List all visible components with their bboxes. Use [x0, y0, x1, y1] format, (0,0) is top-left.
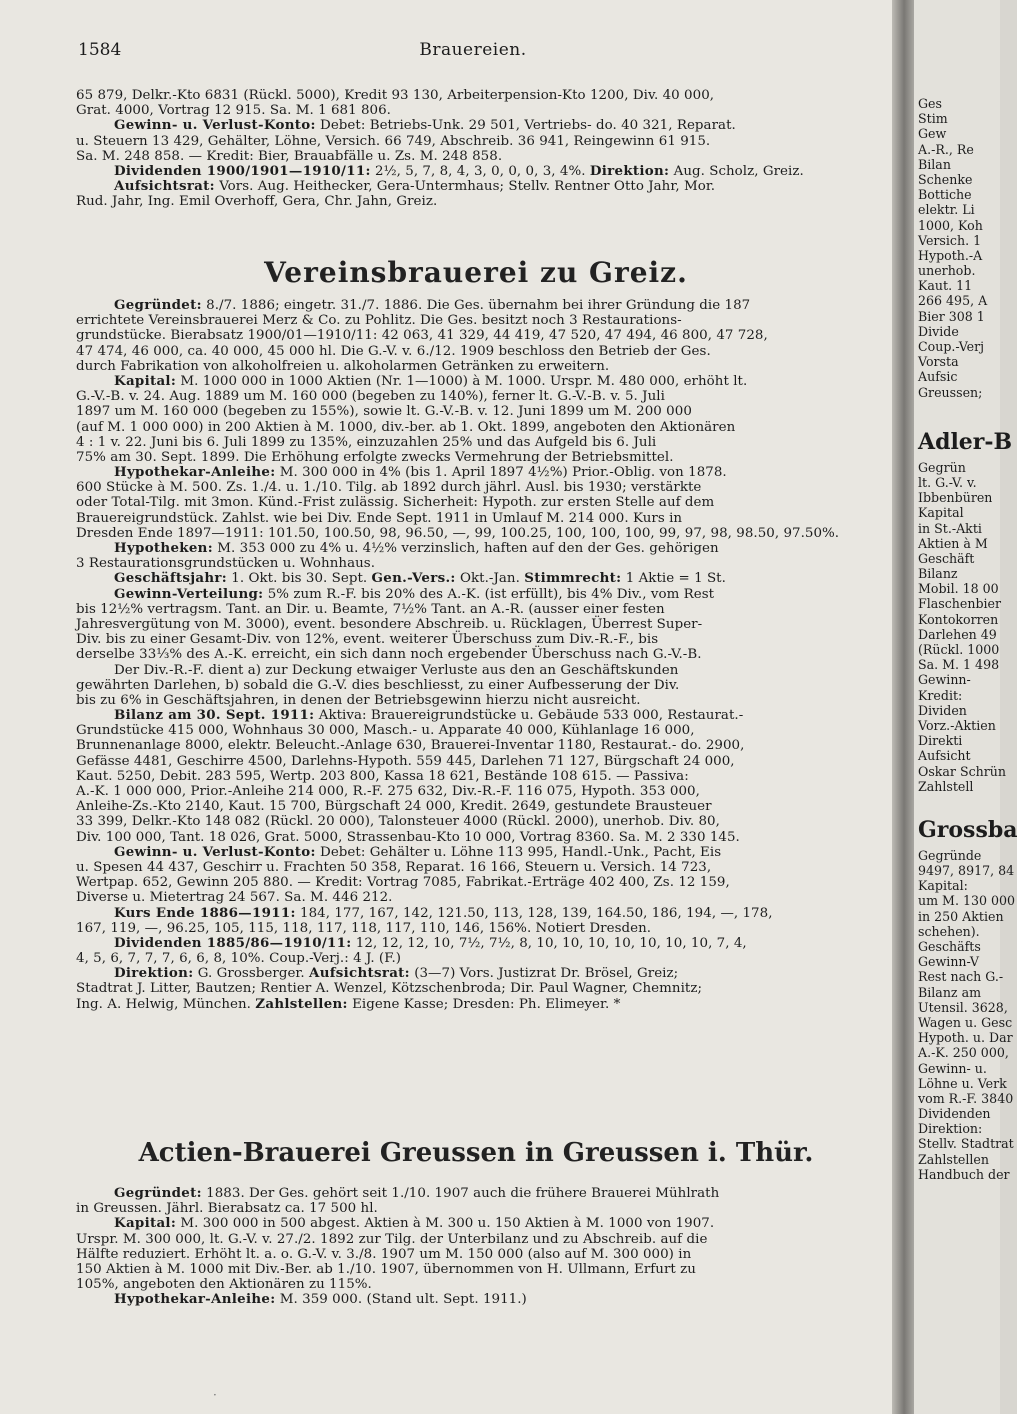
text-line: 33 399, Delkr.-Kto 148 082 (Rückl. 20 000), Talonsteuer 4000 (Rückl. 2000), unerhob. Div. 80, [76, 814, 720, 830]
facing-text-line: unerhob. [918, 263, 976, 279]
facing-text-line: vom R.-F. 3840 [918, 1090, 1014, 1106]
text-line: bis zu 6% in Geschäftsjahren, in denen der Betriebsgewinn hierzu nicht ausreicht. [76, 692, 641, 708]
facing-text-line: Löhne u. Verk [918, 1075, 1007, 1091]
text-line: 105%, angeboten den Aktionären zu 115%. [76, 1277, 372, 1293]
book-gutter [892, 0, 914, 1414]
text-line: Gewinn- u. Verlust-Konto: Debet: Betriebs-Unk. 29 501, Vertriebs- do. 40 321, Reparat. [114, 117, 736, 134]
facing-text-line: Vorsta [918, 354, 959, 370]
text-line: oder Total-Tilg. mit 3mon. Künd.-Frist zulässig. Sicherheit: Hypoth. zur ersten Stelle auf dem [76, 495, 715, 511]
spacer [918, 794, 1008, 812]
facing-text-line: Darlehen 49 [918, 626, 997, 642]
text-line: Hypothekar-Anleihe: M. 359 000. (Stand ult. Sept. 1911.) [114, 1291, 527, 1308]
text-line: Gegründet: 1883. Der Ges. gehört seit 1./10. 1907 auch die frühere Brauerei Mühlrath [114, 1185, 720, 1201]
facing-text-line: Dividenden [918, 1106, 991, 1122]
text-line: Geschäftsjahr: 1. Okt. bis 30. Sept. Gen.-Vers.: Okt.-Jan. Stimmrecht: 1 Aktie = 1 St. [114, 570, 726, 587]
text-line: u. Spesen 44 437, Geschirr u. Frachten 50 358, Reparat. 16 166, Steuern u. Versich. 14 723, [76, 859, 712, 875]
facing-text-line: Kredit: [918, 687, 963, 703]
text-line: Kapital: M. 300 000 in 500 abgest. Aktien à M. 300 u. 150 Aktien à M. 1000 von 1907. [114, 1215, 715, 1232]
facing-text-line: Versich. 1 [918, 232, 982, 248]
text-line: Stadtrat J. Litter, Bautzen; Rentier A. Wenzel, Kötzschenbroda; Dir. Paul Wagner, Chemnitz; [76, 981, 703, 997]
text-line: Hälfte reduziert. Erhöht lt. a. o. G.-V. v. 3./8. 1907 um M. 150 000 (also auf M. 300 000) in [76, 1246, 692, 1262]
text-line: Urspr. M. 300 000, lt. G.-V. v. 27./2. 1892 zur Tilg. der Unterbilanz und zu Abschreib. auf die [76, 1231, 708, 1247]
text-line: Div. bis zu einer Gesamt-Div. von 12%, event. weiterer Überschuss zum Div.-R.-F., bis [76, 632, 659, 648]
facing-text-line: Geschäft [918, 550, 975, 566]
text-line: Bilanz am 30. Sept. 1911: Aktiva: Brauereigrundstücke u. Gebäude 533 000, Restaurat.- [114, 707, 744, 724]
facing-text-line: in St.-Akti [918, 520, 982, 536]
text-line: 167, 119, —, 96.25, 105, 115, 118, 117, 118, 117, 110, 146, 156%. Notiert Dresden. [76, 920, 652, 936]
text-line: u. Steuern 13 429, Gehälter, Löhne, Versich. 66 749, Abschreib. 36 941, Reingewinn 61 915. [76, 133, 711, 149]
facing-text-line: 1000, Koh [918, 217, 983, 233]
facing-text-line: Hypoth.-A [918, 247, 983, 263]
text-line: Hypothekar-Anleihe: M. 300 000 in 4% (bis 1. April 1897 4½%) Prior.-Oblig. von 1878. [114, 464, 727, 481]
text-line: 47 474, 46 000, ca. 40 000, 45 000 hl. Die G.-V. v. 6./12. 1909 beschloss den Betrieb der Ges. [76, 343, 711, 359]
text-line: A.-K. 1 000 000, Prior.-Anleihe 214 000, R.-F. 275 632, Div.-R.-F. 116 075, Hypoth. 353 000, [76, 784, 700, 799]
text-line: Gefässe 4481, Geschirre 4500, Darlehns-Hypoth. 559 445, Darlehen 71 127, Bürgschaft 24 000, [76, 753, 735, 769]
facing-text-line: Stellv. Stadtrat [918, 1136, 1014, 1152]
text-line: Brauereigrundstück. Zahlst. wie bei Div. Ende Sept. 1911 in Umlauf M. 214 000. Kurs in [76, 510, 683, 526]
running-title: Brauereien. [419, 40, 527, 60]
facing-text-line: Aufsic [918, 369, 958, 385]
facing-text-line: in 250 Aktien [918, 908, 1004, 924]
facing-text-line: Direktion: [918, 1121, 983, 1137]
top-entry-block [76, 88, 876, 210]
text-line: Hypotheken: M. 353 000 zu 4% u. 4½% verzinslich, haften auf den der Ges. gehörigen [114, 540, 719, 556]
text-line: Rud. Jahr, Ing. Emil Overhoff, Gera, Chr. Jahn, Greiz. [76, 194, 438, 210]
facing-text-line: Dividen [918, 702, 967, 718]
text-line: Gewinn-Verteilung: 5% zum R.-F. bis 20% des A.-K. (ist erfüllt), bis 4% Div., vom Rest [114, 585, 715, 602]
text-line: Diverse u. Mietertrag 24 567. Sa. M. 446 212. [76, 890, 393, 906]
text-line: 1897 um M. 160 000 (begeben zu 155%), sowie lt. G.-V.-B. v. 12. Juni 1899 um M. 200 000 [76, 404, 692, 420]
facing-section-title: Adler-B [918, 428, 1013, 455]
facing-text-line: A.-R., Re [918, 141, 974, 157]
facing-text-line: Bilanz [918, 566, 958, 582]
facing-text-line: Ges [918, 96, 942, 111]
facing-text-line: Rest nach G.- [918, 969, 1004, 985]
section-title-actienbrauerei: Actien-Brauerei Greussen in Greussen i. Thür. [138, 1138, 814, 1168]
facing-text-line: Kapital [918, 505, 964, 521]
text-line: Brunnenanlage 8000, elektr. Beleucht.-Anlage 630, Brauerei-Inventar 1180, Restaurat.- do. 2900, [76, 738, 745, 754]
facing-text-line: Zahlstellen [918, 1151, 989, 1167]
facing-page-fragment [914, 0, 1017, 1414]
text-line: Kaut. 5250, Debit. 283 595, Wertp. 203 800, Kassa 18 621, Bestände 108 615. — Passiva: [76, 768, 689, 784]
text-line: gewährten Darlehen, b) sobald die G.-V. dies beschliesst, zu einer Aufbesserung der Div. [76, 677, 680, 693]
facing-text-line: Schenke [918, 171, 973, 187]
text-line: G.-V.-B. v. 24. Aug. 1889 um M. 160 000 (begeben zu 140%), ferner lt. G.-V.-B. v. 5. Juli [76, 389, 665, 405]
facing-text-line: Coup.-Verj [918, 339, 985, 354]
facing-text-line: lt. G.-V. v. [918, 474, 977, 490]
text-line: Dividenden 1900/1901—1910/11: 2½, 5, 7, 8, 4, 3, 0, 0, 0, 3, 4%. Direktion: Aug. Scholz, Greiz. [114, 162, 804, 179]
text-line: Gewinn- u. Verlust-Konto: Debet: Gehälter u. Löhne 113 995, Handl.-Unk., Pacht, Eis [114, 843, 722, 860]
text-line: 75% am 30. Sept. 1899. Die Erhöhung erfolgte zwecks Vermehrung der Betriebsmittel. [76, 449, 674, 465]
text-line: derselbe 33⅓% des A.-K. erreicht, ein sich dann noch ergebender Überschuss nach G.-V.-B. [76, 647, 702, 663]
actienbrauerei-entry [76, 1186, 876, 1308]
vereinsbrauerei-entry [76, 298, 876, 1012]
facing-text-line: Bilan [918, 156, 951, 172]
facing-text-line: Ibbenbüren [918, 490, 993, 506]
facing-text-line: Kapital: [918, 878, 968, 894]
text-line: Sa. M. 248 858. — Kredit: Bier, Brauabfälle u. Zs. M. 248 858. [76, 148, 503, 164]
text-line: in Greussen. Jährl. Bierabsatz ca. 17 500 hl. [76, 1201, 378, 1217]
text-line: Der Div.-R.-F. dient a) zur Deckung etwaiger Verluste aus den an Geschäftskunden [114, 662, 679, 678]
facing-text-line: Zahlstell [918, 778, 974, 794]
page-speck: · [213, 1388, 217, 1402]
text-line: Grundstücke 415 000, Wohnhaus 30 000, Masch.- u. Apparate 40 000, Kühlanlage 16 000, [76, 723, 695, 739]
text-line: Anleihe-Zs.-Kto 2140, Kaut. 15 700, Bürgschaft 24 000, Kredit. 2649, gestundete Brausteuer [76, 799, 712, 815]
facing-text-line: elektr. Li [918, 202, 975, 218]
text-line: 65 879, Delkr.-Kto 6831 (Rückl. 5000), Kredit 93 130, Arbeiterpension-Kto 1200, Div. 40 000, [76, 88, 715, 103]
text-line: Dresden Ende 1897—1911: 101.50, 100.50, 98, 96.50, —, 99, 100.25, 100, 100, 100, 99, 97, 98, 98.50, 97.50%. [76, 525, 840, 541]
text-line: Aufsichtsrat: Vors. Aug. Heithecker, Gera-Untermhaus; Stellv. Rentner Otto Jahr, Mor. [114, 178, 716, 195]
text-line: Gegründet: 8./7. 1886; eingetr. 31./7. 1886. Die Ges. übernahm bei ihrer Gründung die 187 [114, 297, 751, 313]
facing-text-line: 266 495, A [918, 293, 988, 309]
facing-text-line: Utensil. 3628, [918, 999, 1008, 1015]
facing-text-line: Bier 308 1 [918, 308, 985, 324]
facing-text-line: Sa. M. 1 498 [918, 657, 1000, 673]
facing-text-line: Gewinn- u. [918, 1060, 987, 1076]
facing-text-line: Greussen; [918, 384, 983, 400]
facing-text-line: Mobil. 18 00 [918, 581, 999, 597]
facing-text-line: schehen). [918, 923, 980, 939]
facing-text-line: Divide [918, 323, 959, 339]
text-line: 4 : 1 v. 22. Juni bis 6. Juli 1899 zu 135%, einzuzahlen 25% und das Aufgeld bis 6. Juli [76, 434, 657, 450]
text-line: Div. 100 000, Tant. 18 026, Grat. 5000, Strassenbau-Kto 10 000, Vortrag 8360. Sa. M. 2 330 145. [76, 829, 740, 845]
page-number: 1584 [78, 40, 122, 60]
facing-text-line: Gegrün [918, 459, 966, 475]
facing-text-line: Kaut. 11 [918, 278, 973, 294]
text-line: Jahresvergütung von M. 3000), event. besondere Abschreib. u. Rücklagen, Überrest Super- [76, 616, 703, 632]
facing-text-line: (Rückl. 1000 [918, 642, 1000, 657]
facing-text-line: Bottiche [918, 187, 972, 203]
text-line: errichtete Vereinsbrauerei Merz & Co. zu Pohlitz. Die Ges. besitzt noch 3 Restaurations- [76, 313, 682, 329]
text-line: Kurs Ende 1886—1911: 184, 177, 167, 142, 121.50, 113, 128, 139, 164.50, 186, 194, —, 178, [114, 904, 773, 921]
text-line: Wertpap. 652, Gewinn 205 880. — Kredit: Vortrag 7085, Fabrikat.-Erträge 402 400, Zs. 12 159, [76, 875, 730, 891]
facing-text-line: Aufsicht [918, 748, 971, 764]
text-line: Dividenden 1885/86—1910/11: 12, 12, 12, 10, 7½, 7½, 8, 10, 10, 10, 10, 10, 10, 10, 7, 4, [114, 934, 747, 951]
facing-text-line: Handbuch der [918, 1166, 1010, 1182]
text-line: bis 12½% vertragsm. Tant. an Dir. u. Beamte, 7½% Tant. an A.-R. (ausser einer festen [76, 601, 665, 617]
section-title-vereinsbrauerei: Vereinsbrauerei zu Greiz. [264, 256, 688, 289]
facing-text-line: Kontokorren [918, 611, 999, 627]
facing-text-line: Gewinn- [918, 672, 971, 688]
facing-text-line: Flaschenbier [918, 596, 1002, 612]
facing-text-line: um M. 130 000 [918, 893, 1016, 909]
text-line: durch Fabrikation von alkoholfreien u. alkoholarmen Getränken zu erweitern. [76, 358, 610, 374]
facing-text-line: Bilanz am [918, 984, 982, 1000]
text-line: 150 Aktien à M. 1000 mit Div.-Ber. ab 1./10. 1907, übernommen von H. Ullmann, Erfurt zu [76, 1261, 696, 1277]
page-header [78, 40, 868, 64]
facing-text-line: Geschäfts [918, 939, 981, 954]
facing-text-line: Aktien à M [918, 535, 988, 551]
facing-text-line: Wagen u. Gesc [918, 1014, 1013, 1030]
text-line: Ing. A. Helwig, München. Zahlstellen: Eigene Kasse; Dresden: Ph. Elimeyer. * [76, 995, 621, 1012]
text-line: 4, 5, 6, 7, 7, 7, 6, 6, 8, 10%. Coup.-Verj.: 4 J. (F.) [76, 951, 402, 967]
facing-text-line: Vorz.-Aktien [918, 717, 996, 733]
text-line: Direktion: G. Grossberger. Aufsichtsrat: (3—7) Vors. Justizrat Dr. Brösel, Greiz; [114, 965, 679, 982]
text-line: Kapital: M. 1000 000 in 1000 Aktien (Nr. 1—1000) à M. 1000. Urspr. M. 480 000, erhöht lt. [114, 372, 748, 389]
facing-text-line: Oskar Schrün [918, 763, 1006, 779]
facing-text-line: Gewinn-V [918, 954, 979, 970]
facing-text-line: 9497, 8917, 84 [918, 863, 1015, 879]
text-line: 600 Stücke à M. 500. Zs. 1./4. u. 1./10. Tilg. ab 1892 durch jährl. Ausl. bis 1930; verstärkte [76, 480, 702, 496]
text-line: (auf M. 1 000 000) in 200 Aktien à M. 1000, div.-ber. ab 1. Okt. 1899, angeboten den Aktionären [76, 419, 736, 435]
text-line: 3 Restaurationsgrundstücken u. Wohnhaus. [76, 556, 375, 572]
text-line: grundstücke. Bierabsatz 1900/01—1910/11: 42 063, 41 329, 44 419, 47 520, 47 494, 46 800, 47 728, [76, 328, 768, 344]
facing-text-line: Gew [918, 126, 947, 142]
text-line: Grat. 4000, Vortrag 12 915. Sa. M. 1 681 806. [76, 103, 391, 119]
facing-text-line: Gegründe [918, 847, 982, 863]
spacer [918, 400, 1008, 424]
facing-text-line: Stim [918, 111, 948, 127]
facing-text-line: A.-K. 250 000, [918, 1045, 1009, 1061]
facing-text-line: Direkti [918, 733, 963, 749]
facing-section-title: Grossba [918, 816, 1017, 843]
facing-text-line: Hypoth. u. Dar [918, 1030, 1013, 1046]
